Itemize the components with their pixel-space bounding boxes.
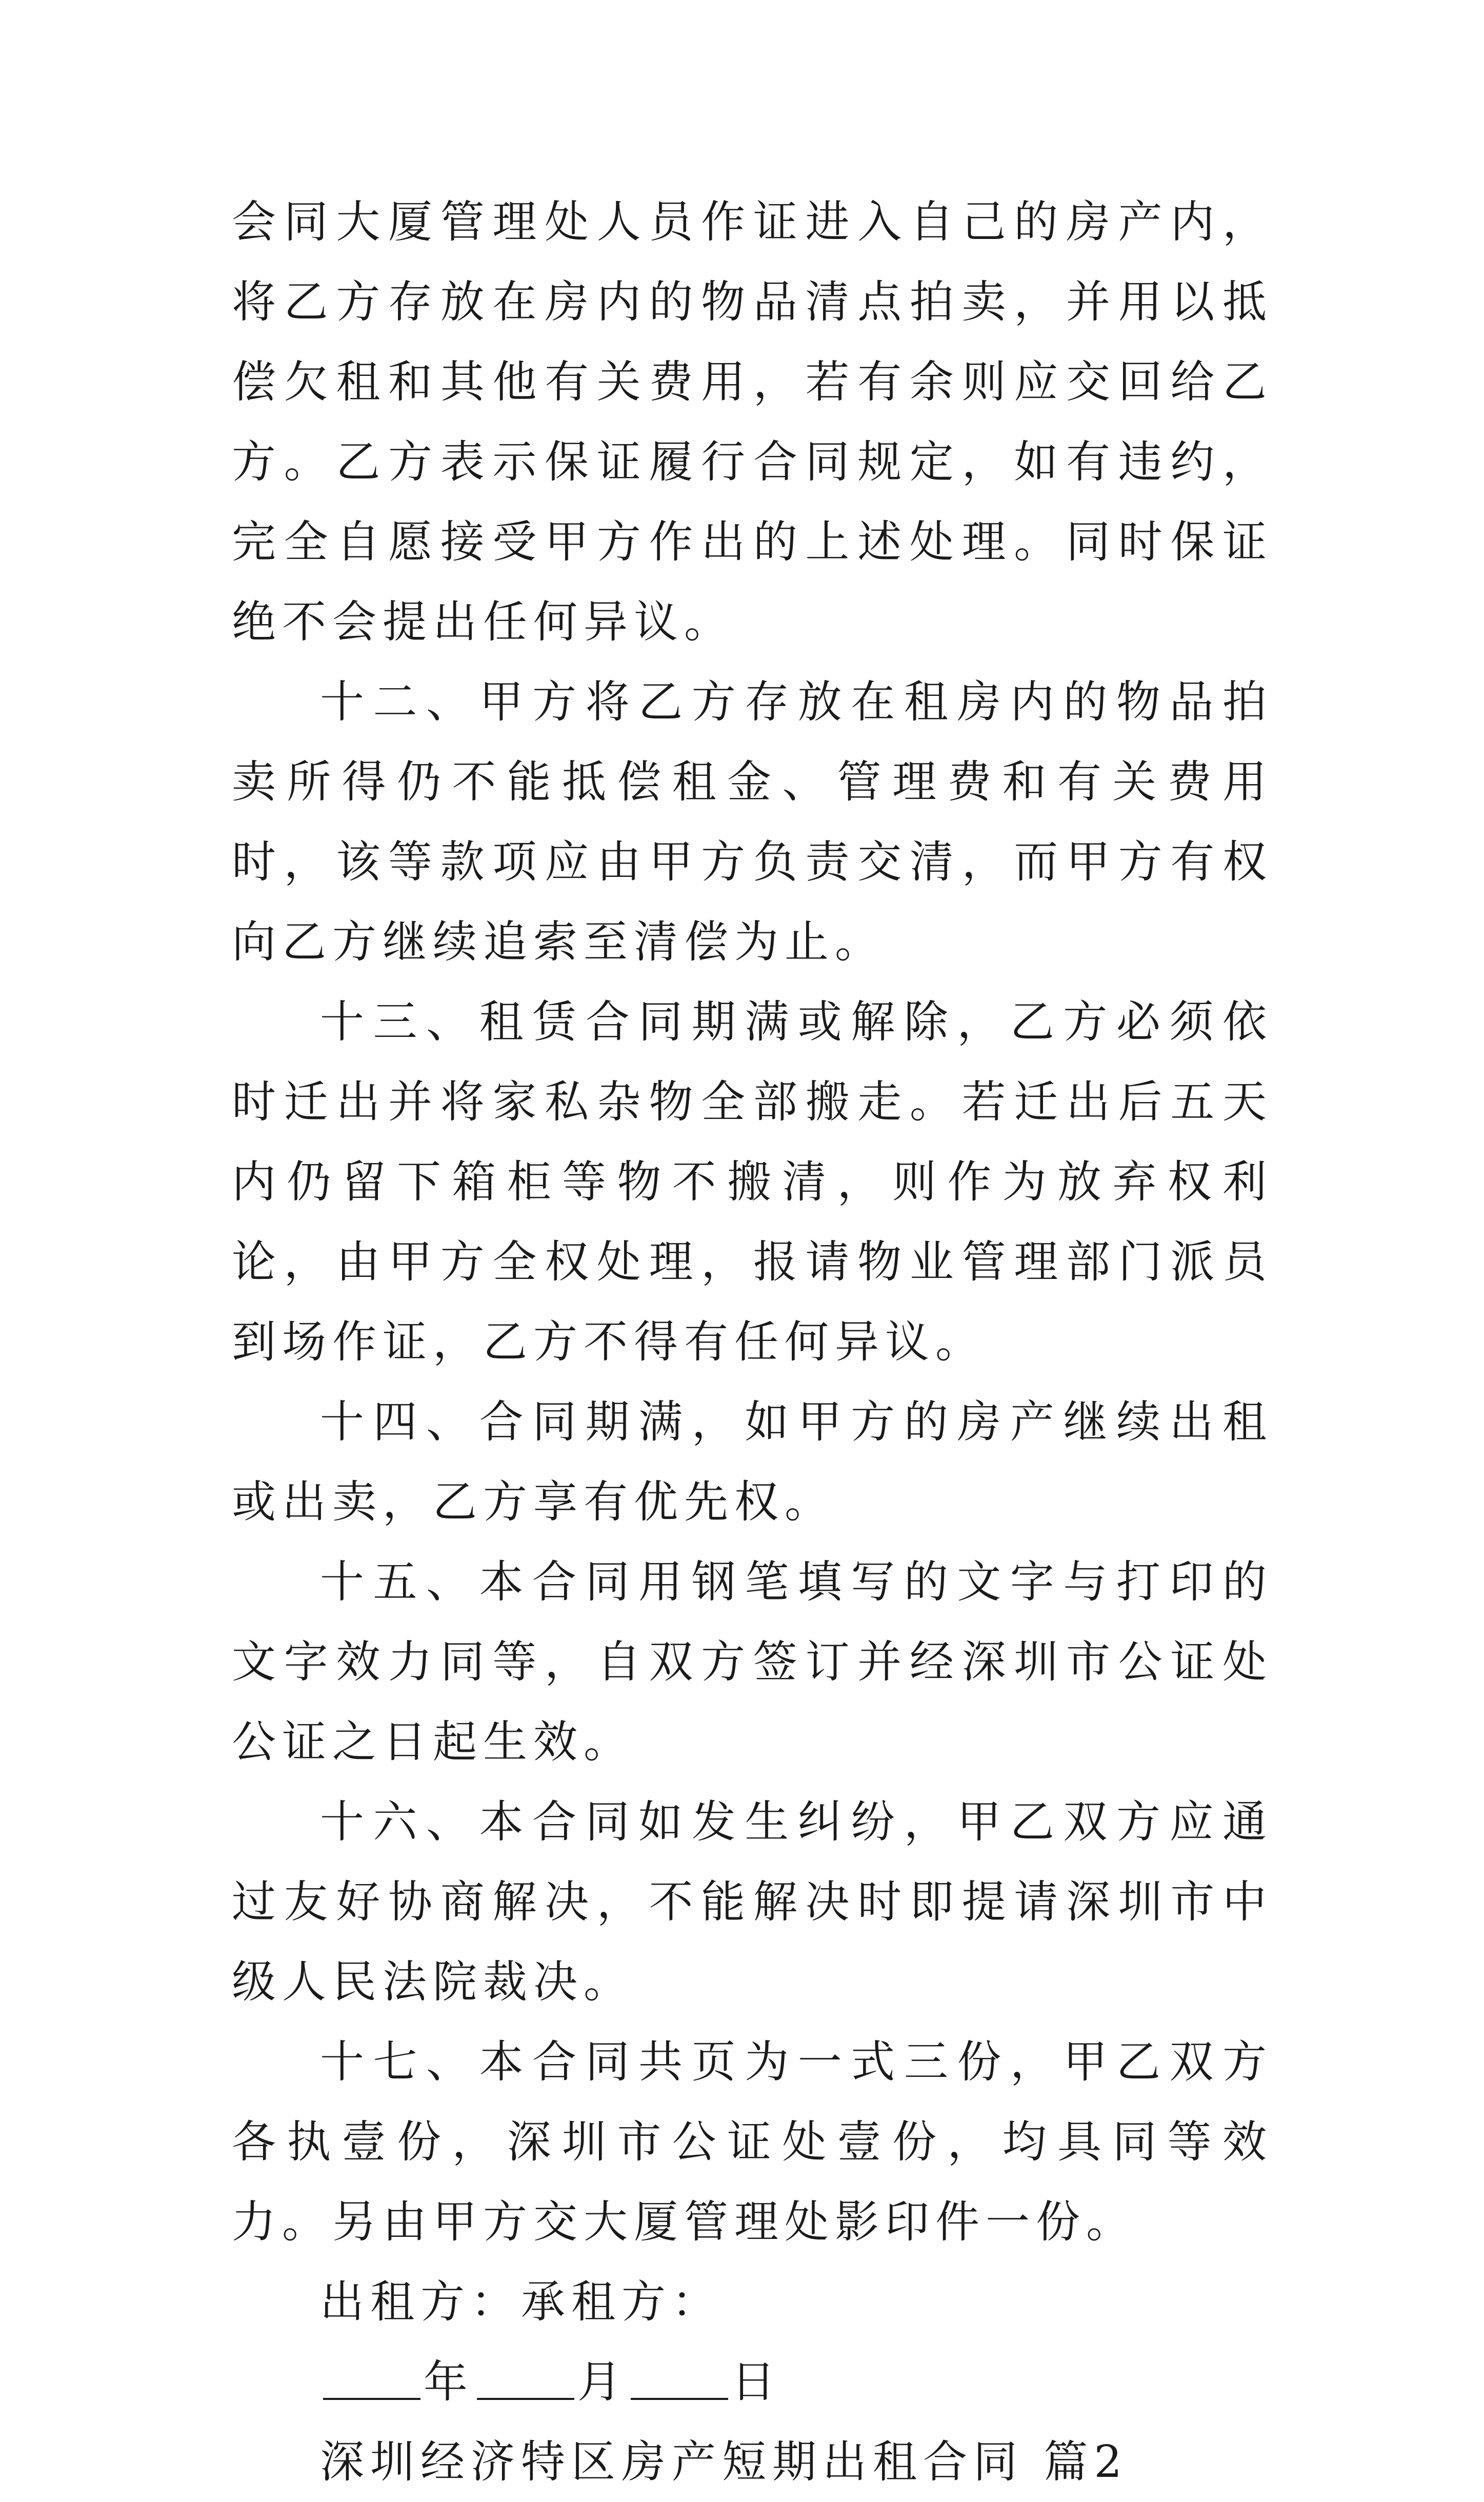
document-body — [232, 182, 1273, 2502]
year-blank — [323, 2362, 420, 2400]
date-line — [232, 2342, 1273, 2422]
month-blank — [477, 2362, 574, 2400]
day-label: 日 — [731, 2356, 781, 2408]
paragraph-clause-13: 十三、租赁合同期满或解除，乙方必须依时迁出并将家私杂物全部搬走。若迁出后五天内仍留下箱柜等物不搬清，则作为放弃权利论，由甲方全权处理，报请物业管理部门派员到场作证，乙方不得有任何异议。 — [232, 996, 1273, 1368]
paragraph-clause-14: 十四、合同期满，如甲方的房产继续出租或出卖，乙方享有优先权。 — [232, 1396, 1273, 1528]
paragraph-clause-16: 十六、本合同如发生纠纷，甲乙双方应通过友好协商解决，不能解决时即提请深圳市中级人民法院裁决。 — [232, 1796, 1273, 2008]
paragraph-continued: 会同大厦管理处人员作证进入自己的房产内，将乙方存放在房内的物品清点拍卖，并用以抵偿欠租和其他有关费用，若有余则应交回给乙方。乙方表示保证履行合同规定，如有违约，完全自愿接受甲方作出的上述处理。同时保证绝不会提出任何异议。 — [232, 196, 1273, 648]
paragraph-clause-15: 十五、本合同用钢笔填写的文字与打印的文字效力同等，自双方签订并经深圳市公证处公证之日起生效。 — [232, 1556, 1273, 1768]
signature-line: 出租方：承租方： — [320, 2276, 722, 2328]
month-label: 月 — [577, 2356, 628, 2408]
day-blank — [631, 2362, 728, 2400]
paragraph-clause-12: 十二、甲方将乙方存放在租房内的物品拍卖所得仍不能抵偿租金、管理费和有关费用时，该等款项应由甲方负责交清，而甲方有权向乙方继续追索至清偿为止。 — [232, 676, 1273, 968]
year-label: 年 — [424, 2356, 474, 2408]
paragraph-clause-17: 十七、本合同共页为一式三份，甲乙双方各执壹份，深圳市公证处壹份，均具同等效力。另由甲方交大厦管理处影印件一份。 — [232, 2036, 1273, 2248]
next-section-heading: 深圳经济特区房产短期出租合同 篇2 — [320, 2436, 1129, 2488]
